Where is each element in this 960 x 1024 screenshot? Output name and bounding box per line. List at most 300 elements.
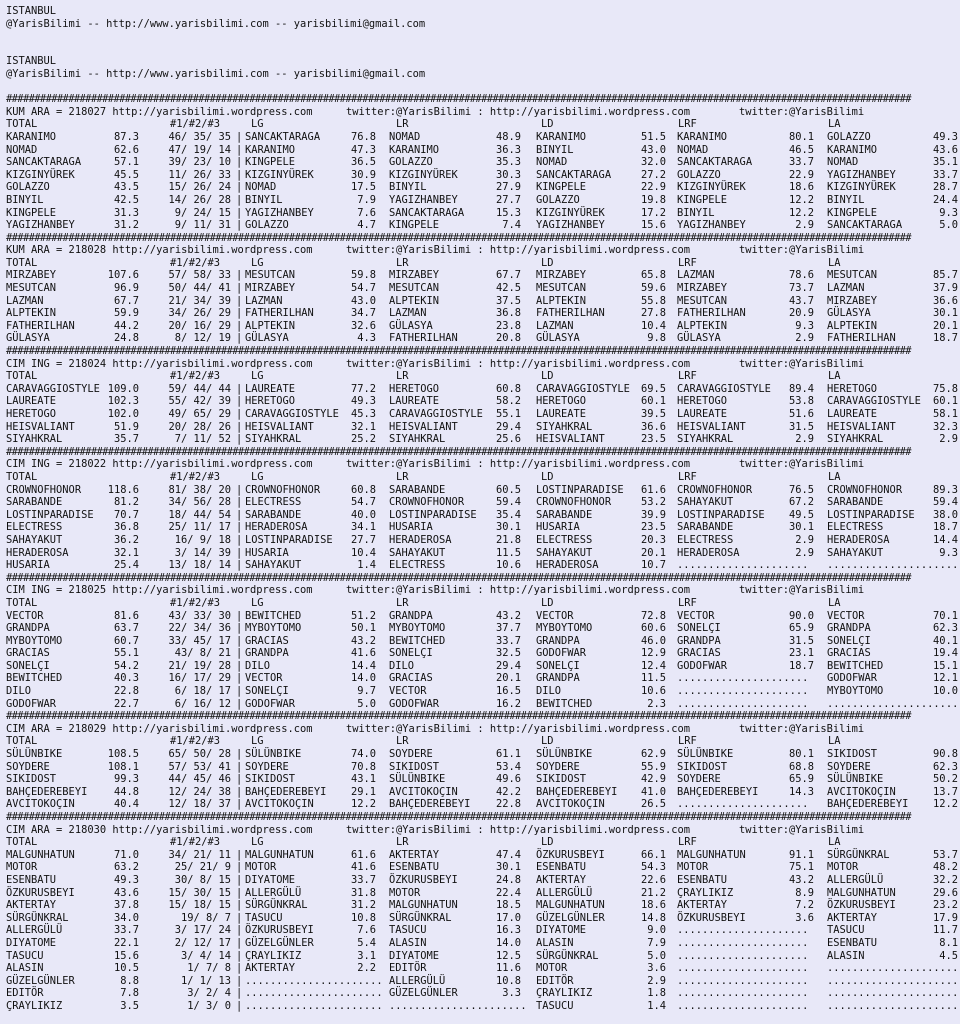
- table-row: [6, 521, 960, 534]
- la-name: AVCITOKOÇIN: [827, 785, 896, 798]
- horse-name: SANCAKTARAGA: [6, 156, 82, 169]
- ld-score: 12.9: [640, 647, 666, 660]
- header-city: ISTANBUL: [6, 55, 57, 68]
- lr-name: SIKIDOST: [389, 760, 440, 773]
- la-score: 85.7: [932, 269, 958, 282]
- column-label-lr: LR: [396, 370, 409, 383]
- horse-name: KARANIMO: [6, 130, 57, 143]
- horse-name: GRACIAS: [6, 647, 50, 660]
- table-row: [6, 861, 960, 874]
- lg-score: 29.1: [350, 785, 376, 798]
- lrf-name: SIYAHKRAL: [677, 433, 734, 446]
- horse-name: NOMAD: [6, 143, 38, 156]
- race-twitter-handle: twitter:@YarisBilimi: [739, 244, 865, 257]
- lg-name: FATHERILHAN: [245, 307, 314, 320]
- la-score: 18.7: [932, 521, 958, 534]
- lg-name: NOMAD: [245, 181, 277, 194]
- position-counts: 16/ 9/ 18: [174, 533, 231, 546]
- ld-name: GÜZELGÜNLER: [536, 911, 605, 924]
- lrf-score: 30.1: [788, 521, 814, 534]
- lr-score: 27.7: [495, 193, 521, 206]
- position-counts: 39/ 23/ 10: [168, 156, 231, 169]
- empty-dots-lg: ......................: [245, 999, 383, 1012]
- lg-score: 5.4: [357, 936, 376, 949]
- la-name: SÜLÜNBIKE: [827, 773, 884, 786]
- lg-score: 25.2: [350, 433, 376, 446]
- ld-name: KARANIMO: [536, 130, 587, 143]
- la-name: GRANDPA: [827, 622, 871, 635]
- lr-score: 20.1: [495, 672, 521, 685]
- lg-score: 31.8: [350, 886, 376, 899]
- column-divider: |: [236, 999, 243, 1012]
- column-divider: |: [236, 685, 243, 698]
- lrf-score: 2.9: [795, 533, 814, 546]
- lg-name: GRANDPA: [245, 647, 289, 660]
- table-row: [6, 761, 960, 774]
- lrf-name: LAZMAN: [677, 269, 715, 282]
- lg-score: 33.7: [350, 873, 376, 886]
- la-name: KINGPELE: [827, 206, 878, 219]
- lg-score: 7.9: [357, 193, 376, 206]
- separator-line: ################################################################################################################################################################: [6, 811, 911, 823]
- horse-name: MYBOYTOMO: [6, 634, 63, 647]
- empty-dots-lg: ......................: [245, 987, 383, 1000]
- column-divider: |: [236, 282, 243, 295]
- lg-name: BEWITCHED: [245, 609, 302, 622]
- lr-score: 10.8: [495, 974, 521, 987]
- column-divider: |: [236, 987, 243, 1000]
- lg-name: GRACIAS: [245, 634, 289, 647]
- lr-name: CARAVAGGIOSTYLE: [389, 408, 483, 420]
- position-counts: 6/ 16/ 12: [174, 697, 231, 710]
- lrf-name: ELECTRESS: [677, 533, 734, 546]
- table-row: [6, 937, 960, 950]
- table-row: [6, 924, 960, 937]
- lr-name: SÜRGÜNKRAL: [389, 911, 452, 924]
- la-name: LAZMAN: [827, 282, 865, 295]
- total-score: 10.5: [113, 962, 139, 975]
- horse-name: DIYATOME: [6, 936, 57, 949]
- column-label-total: TOTAL: [6, 596, 38, 609]
- horse-name: GODOFWAR: [6, 697, 57, 710]
- total-score: 63.7: [113, 622, 139, 635]
- la-name: BEWITCHED: [827, 659, 884, 672]
- table-row: [6, 874, 960, 887]
- horse-name: ESENBATU: [6, 873, 57, 886]
- lrf-score: 80.1: [788, 130, 814, 143]
- lr-name: KARANIMO: [389, 143, 440, 156]
- horse-name: LOSTINPARADISE: [6, 508, 94, 521]
- lrf-score: 2.9: [795, 546, 814, 559]
- total-score: 57.1: [113, 156, 139, 169]
- column-divider: |: [236, 143, 243, 156]
- column-header-row: [6, 370, 960, 383]
- ld-score: 3.6: [647, 962, 666, 975]
- position-counts: 15/ 30/ 15: [168, 886, 231, 899]
- total-score: 22.8: [113, 685, 139, 698]
- lrf-score: 51.6: [788, 408, 814, 420]
- lr-score: 35.3: [495, 156, 521, 169]
- column-label-lr: LR: [396, 118, 409, 131]
- total-score: 36.8: [113, 521, 139, 534]
- table-row: [6, 962, 960, 975]
- horse-name: HERADEROSA: [6, 546, 69, 559]
- race-block: [6, 93, 960, 232]
- table-row: [6, 622, 960, 635]
- table-row: [6, 660, 960, 673]
- la-score: 29.6: [932, 886, 958, 899]
- la-score: 59.4: [932, 496, 958, 509]
- ld-score: 12.4: [640, 659, 666, 672]
- lrf-name: SARABANDE: [677, 521, 734, 534]
- lr-name: HUSARIA: [389, 521, 433, 534]
- ld-name: CARAVAGGIOSTYLE: [536, 382, 630, 395]
- column-divider: |: [236, 924, 243, 937]
- horse-name: SONELÇI: [6, 659, 50, 672]
- la-score: 23.2: [932, 899, 958, 912]
- lrf-score: 91.1: [788, 848, 814, 861]
- horse-name: SAHAYAKUT: [6, 533, 63, 546]
- race-title-row: [6, 244, 960, 257]
- position-counts: 12/ 24/ 38: [168, 785, 231, 798]
- table-row: [6, 685, 960, 698]
- lg-score: 40.0: [350, 508, 376, 521]
- column-divider: |: [236, 219, 243, 232]
- lr-name: NOMAD: [389, 130, 421, 143]
- lr-name: SOYDERE: [389, 748, 433, 761]
- position-counts: 44/ 45/ 46: [168, 773, 231, 786]
- lr-name: GÜZELGÜNLER: [389, 987, 458, 1000]
- total-score: 8.8: [120, 974, 139, 987]
- lr-score: 29.4: [495, 659, 521, 672]
- lg-score: 54.7: [350, 282, 376, 295]
- la-name: CARAVAGGIOSTYLE: [827, 395, 921, 408]
- ld-score: 21.2: [640, 886, 666, 899]
- ld-score: 72.8: [640, 609, 666, 622]
- lr-name: SAHAYAKUT: [389, 546, 446, 559]
- lg-name: SÜRGÜNKRAL: [245, 899, 308, 912]
- total-score: 22.7: [113, 697, 139, 710]
- lg-score: 32.6: [350, 319, 376, 332]
- ld-score: 22.9: [640, 181, 666, 194]
- lg-name: HEISVALIANT: [245, 420, 314, 433]
- lrf-name: GRANDPA: [677, 634, 721, 647]
- la-score: 13.7: [932, 785, 958, 798]
- lr-name: MALGUNHATUN: [389, 899, 458, 912]
- total-score: 37.8: [113, 899, 139, 912]
- column-header-row: [6, 597, 960, 610]
- lrf-score: 67.2: [788, 496, 814, 509]
- ld-score: 9.0: [647, 924, 666, 937]
- lr-score: 60.8: [495, 382, 521, 395]
- lr-score: 24.8: [495, 873, 521, 886]
- race-twitter-handle: twitter:@YarisBilimi: [739, 357, 865, 370]
- lr-score: 53.4: [495, 760, 521, 773]
- la-name: ALASIN: [827, 949, 865, 962]
- table-row: [6, 307, 960, 320]
- la-name: SÜRGÜNKRAL: [827, 848, 890, 861]
- lrf-name: KARANIMO: [677, 130, 728, 143]
- ld-score: 59.6: [640, 282, 666, 295]
- horse-name: SÜLÜNBIKE: [6, 748, 63, 761]
- column-divider: |: [236, 899, 243, 912]
- lr-score: 3.3: [502, 987, 521, 1000]
- la-score: 75.8: [932, 382, 958, 395]
- la-name: ALPTEKIN: [827, 319, 878, 332]
- column-divider: |: [236, 395, 243, 408]
- ld-score: 23.5: [640, 521, 666, 534]
- table-row: [6, 144, 960, 157]
- column-header-row: [6, 836, 960, 849]
- total-score: 33.7: [113, 924, 139, 937]
- empty-dots-lrf: .....................: [677, 974, 809, 987]
- race-title: CIM ARA = 218030 http://yarisbilimi.wordpress.com: [6, 823, 313, 836]
- ld-name: BAHÇEDEREBEYI: [536, 785, 618, 798]
- lr-name: HEISVALIANT: [389, 420, 458, 433]
- position-counts: 9/ 11/ 31: [174, 219, 231, 232]
- horse-name: ÇRAYLIKIZ: [6, 999, 63, 1012]
- la-score: 58.1: [932, 408, 958, 420]
- table-row: [6, 559, 960, 572]
- lrf-score: 7.2: [795, 899, 814, 912]
- lr-name: LAZMAN: [389, 307, 427, 320]
- lg-name: MIRZABEY: [245, 282, 296, 295]
- race-list: [6, 93, 960, 1012]
- lg-name: MALGUNHATUN: [245, 848, 314, 861]
- position-counts: 18/ 44/ 54: [168, 508, 231, 521]
- total-score: 32.1: [113, 546, 139, 559]
- ld-score: 46.0: [640, 634, 666, 647]
- table-row: [6, 748, 960, 761]
- total-score: 3.5: [120, 999, 139, 1012]
- race-title-row: [6, 106, 960, 119]
- lrf-score: 76.5: [788, 483, 814, 496]
- column-divider: |: [236, 483, 243, 496]
- lg-score: 4.7: [357, 219, 376, 232]
- race-title-row: [6, 458, 960, 471]
- position-counts: 13/ 18/ 14: [168, 559, 231, 572]
- position-counts: 34/ 56/ 28: [168, 496, 231, 509]
- lg-name: DILO: [245, 659, 271, 672]
- lr-score: 11.6: [495, 962, 521, 975]
- lr-name: ALASIN: [389, 936, 427, 949]
- lrf-name: CARAVAGGIOSTYLE: [677, 382, 771, 395]
- position-counts: 3/ 4/ 14: [180, 949, 231, 962]
- position-counts: 21/ 34/ 39: [168, 294, 231, 307]
- column-label-total: TOTAL: [6, 256, 38, 269]
- table-row: [6, 156, 960, 169]
- position-counts: 3/ 14/ 39: [174, 546, 231, 559]
- position-counts: 12/ 18/ 37: [168, 798, 231, 811]
- lr-score: 37.7: [495, 622, 521, 635]
- lr-score: 10.6: [495, 559, 521, 572]
- position-counts: 14/ 26/ 28: [168, 193, 231, 206]
- lg-name: KIZGINYÜREK: [245, 168, 314, 181]
- ld-name: ALLERGÜLÜ: [536, 886, 593, 899]
- lr-name: YAGIZHANBEY: [389, 193, 458, 206]
- header-contact: @YarisBilimi -- http://www.yarisbilimi.com -- yarisbilimi@gmail.com: [6, 67, 426, 80]
- column-label-pos: #1/#2/#3: [170, 470, 221, 483]
- table-row: [6, 169, 960, 182]
- position-counts: 30/ 8/ 15: [174, 873, 231, 886]
- empty-dots-la: .....................: [827, 999, 959, 1012]
- position-counts: 46/ 35/ 35: [168, 130, 231, 143]
- horse-name: EDITÖR: [6, 987, 44, 1000]
- la-name: ESENBATU: [827, 936, 878, 949]
- race-title: CIM ARA = 218029 http://yarisbilimi.wordpress.com: [6, 722, 313, 735]
- ld-score: 17.2: [640, 206, 666, 219]
- position-counts: 11/ 26/ 33: [168, 168, 231, 181]
- column-header-row: [6, 471, 960, 484]
- lrf-name: ESENBATU: [677, 873, 728, 886]
- empty-dots-la: .....................: [827, 962, 959, 975]
- lrf-name: AKTERTAY: [677, 899, 728, 912]
- race-block: [6, 446, 960, 572]
- ld-name: GRANDPA: [536, 672, 580, 685]
- ld-name: MALGUNHATUN: [536, 899, 605, 912]
- lg-name: CARAVAGGIOSTYLE: [245, 408, 339, 420]
- la-score: 19.4: [932, 647, 958, 660]
- lg-score: 1.4: [357, 559, 376, 572]
- lr-score: 30.1: [495, 521, 521, 534]
- total-score: 96.9: [113, 282, 139, 295]
- total-score: 108.5: [107, 748, 139, 761]
- ld-name: BEWITCHED: [536, 697, 593, 710]
- column-divider: |: [236, 559, 243, 572]
- la-name: SARABANDE: [827, 496, 884, 509]
- ld-score: 65.8: [640, 269, 666, 282]
- column-divider: |: [236, 193, 243, 206]
- total-score: 7.8: [120, 987, 139, 1000]
- horse-name: GÜLASYA: [6, 332, 50, 345]
- lg-score: 70.8: [350, 760, 376, 773]
- ld-name: MESUTCAN: [536, 282, 587, 295]
- lrf-score: 46.5: [788, 143, 814, 156]
- column-divider: |: [236, 949, 243, 962]
- ld-name: LOSTINPARADISE: [536, 483, 624, 496]
- race-twitter-handle: twitter:@YarisBilimi: [739, 584, 865, 597]
- ld-score: 27.2: [640, 168, 666, 181]
- lrf-score: 2.9: [795, 332, 814, 345]
- column-divider: |: [236, 533, 243, 546]
- lrf-name: CROWNOFHONOR: [677, 483, 753, 496]
- column-divider: |: [236, 156, 243, 169]
- race-block: [6, 710, 960, 811]
- table-row: [6, 899, 960, 912]
- empty-dots-lg: ......................: [245, 974, 383, 987]
- lr-name: BAHÇEDEREBEYI: [389, 798, 471, 811]
- lg-score: 12.2: [350, 798, 376, 811]
- lg-name: YAGIZHANBEY: [245, 206, 314, 219]
- lg-name: BINYIL: [245, 193, 283, 206]
- total-score: 102.0: [107, 408, 139, 420]
- la-name: SAHAYAKUT: [827, 546, 884, 559]
- column-divider: |: [236, 496, 243, 509]
- horse-name: AKTERTAY: [6, 899, 57, 912]
- table-row: [6, 395, 960, 408]
- lr-score: 67.7: [495, 269, 521, 282]
- lg-name: GOLAZZO: [245, 219, 289, 232]
- column-label-total: TOTAL: [6, 735, 38, 748]
- ld-score: 69.5: [640, 382, 666, 395]
- ld-name: NOMAD: [536, 156, 568, 169]
- lr-name: ALPTEKIN: [389, 294, 440, 307]
- lrf-score: 9.3: [795, 319, 814, 332]
- position-counts: 2/ 12/ 17: [174, 936, 231, 949]
- table-row: [6, 987, 960, 1000]
- la-name: HERADEROSA: [827, 533, 890, 546]
- lg-name: SANCAKTARAGA: [245, 130, 321, 143]
- total-score: 36.2: [113, 533, 139, 546]
- lrf-score: 3.6: [795, 911, 814, 924]
- race-title-row: [6, 358, 960, 371]
- total-score: 109.0: [107, 382, 139, 395]
- lg-score: 14.0: [350, 672, 376, 685]
- ld-score: 53.2: [640, 496, 666, 509]
- ld-score: 23.5: [640, 433, 666, 446]
- horse-name: AVCITOKOÇIN: [6, 798, 75, 811]
- total-score: 62.6: [113, 143, 139, 156]
- lrf-name: SAHAYAKUT: [677, 496, 734, 509]
- lg-name: SAHAYAKUT: [245, 559, 302, 572]
- lg-score: 10.4: [350, 546, 376, 559]
- ld-score: 1.8: [647, 987, 666, 1000]
- lr-name: FATHERILHAN: [389, 332, 458, 345]
- race-twitter-handle: twitter:@YarisBilimi: [739, 105, 865, 118]
- column-label-total: TOTAL: [6, 836, 38, 849]
- lrf-name: GÜLASYA: [677, 332, 721, 345]
- total-score: 71.0: [113, 848, 139, 861]
- lrf-score: 2.9: [795, 219, 814, 232]
- table-row: [6, 484, 960, 497]
- lrf-score: 18.6: [788, 181, 814, 194]
- lrf-name: ÇRAYLIKIZ: [677, 886, 734, 899]
- lg-score: 2.2: [357, 962, 376, 975]
- ld-score: 60.1: [640, 395, 666, 408]
- lg-score: 17.5: [350, 181, 376, 194]
- table-row: [6, 194, 960, 207]
- column-label-total: TOTAL: [6, 470, 38, 483]
- position-counts: 57/ 53/ 41: [168, 760, 231, 773]
- ld-score: 1.4: [647, 999, 666, 1012]
- race-title: KUM ARA = 218027 http://yarisbilimi.wordpress.com: [6, 105, 313, 118]
- la-name: SANCAKTARAGA: [827, 219, 903, 232]
- total-score: 108.1: [107, 760, 139, 773]
- total-score: 59.9: [113, 307, 139, 320]
- empty-dots-lrf: .....................: [677, 672, 809, 685]
- lr-score: 36.8: [495, 307, 521, 320]
- column-label-lr: LR: [396, 836, 409, 849]
- total-score: 35.7: [113, 433, 139, 446]
- la-name: ELECTRESS: [827, 521, 884, 534]
- ld-score: 39.9: [640, 508, 666, 521]
- column-divider: |: [236, 332, 243, 345]
- la-score: 40.1: [932, 634, 958, 647]
- lr-score: 35.4: [495, 508, 521, 521]
- race-title-row: [6, 824, 960, 837]
- column-label-lg: LG: [251, 596, 264, 609]
- column-label-lr: LR: [396, 596, 409, 609]
- horse-name: MOTOR: [6, 861, 38, 874]
- table-row: [6, 408, 960, 421]
- lr-score: 21.8: [495, 533, 521, 546]
- table-row: [6, 421, 960, 434]
- column-divider: |: [236, 748, 243, 761]
- ld-score: 2.9: [647, 974, 666, 987]
- lr-name: MYBOYTOMO: [389, 622, 446, 635]
- lg-name: SARABANDE: [245, 508, 302, 521]
- lrf-name: SOYDERE: [677, 773, 721, 786]
